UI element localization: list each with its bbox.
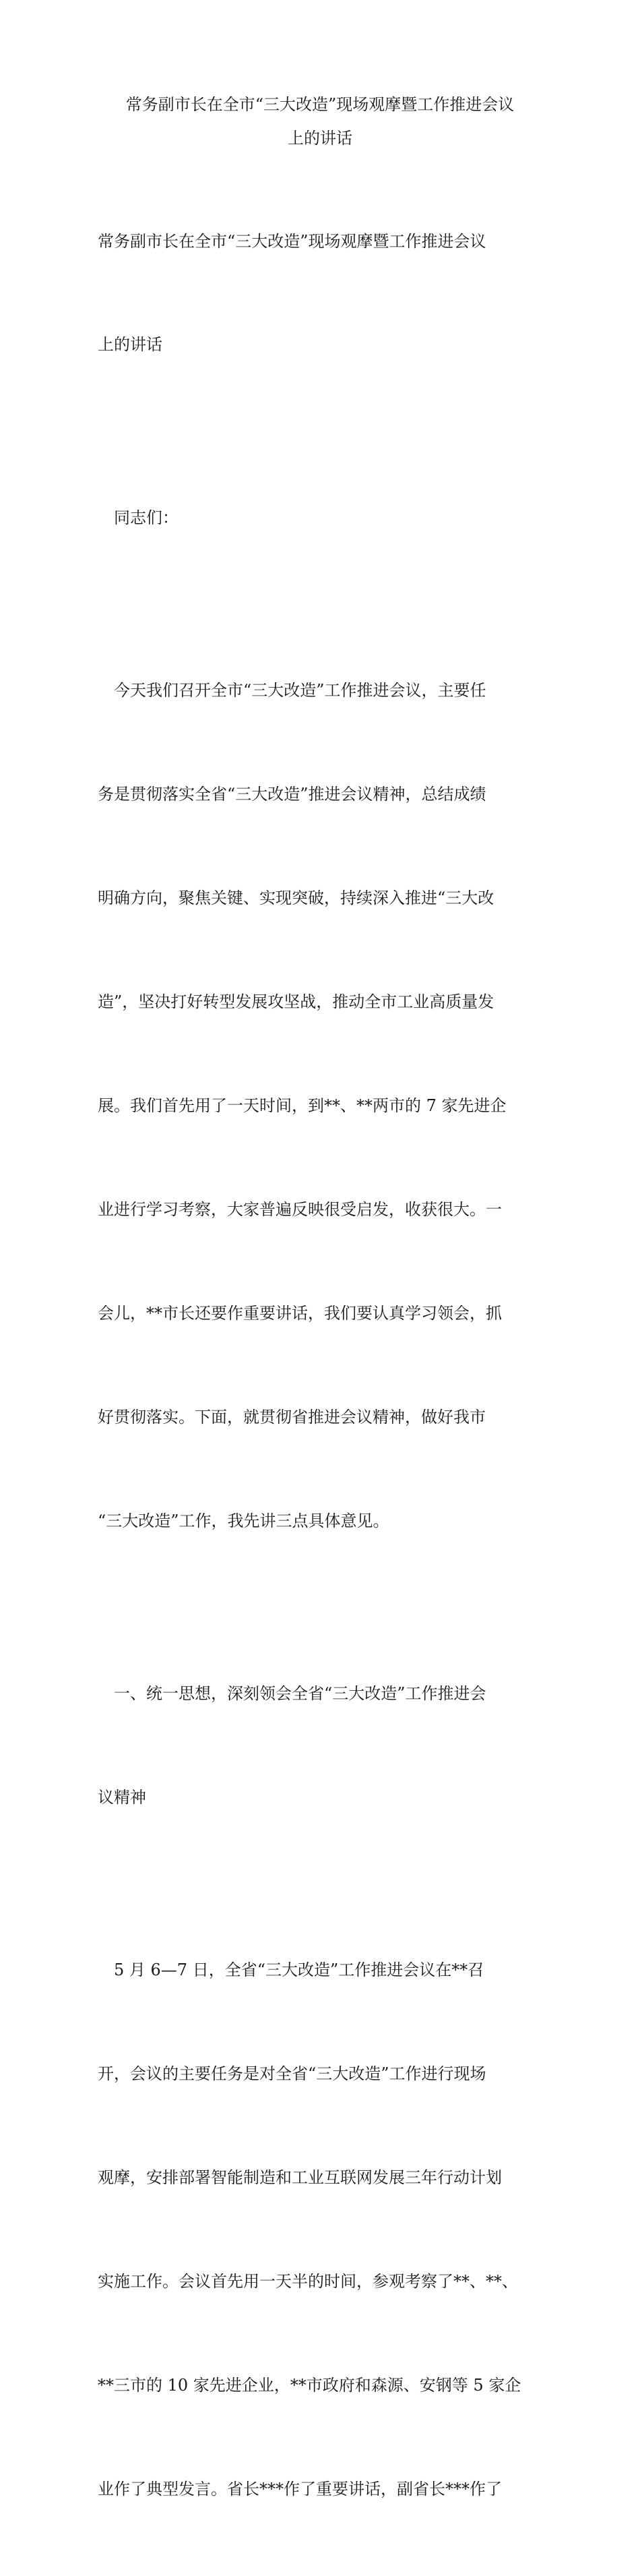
document-body: [98, 155, 546, 2576]
paragraph-1-line: 务是贯彻落实全省“三大改造”推进会议精神，总结成绩: [98, 785, 486, 804]
paragraph-1-line: 展。我们首先用了一天时间，到**、**两市的 7 家先进企: [98, 1096, 507, 1116]
paragraph-2-line: 观摩，安排部署智能制造和工业互联网发展三年行动计划: [98, 2168, 502, 2188]
section-1-heading: [98, 1607, 546, 1884]
section-1-heading-line: 议精神: [98, 1787, 146, 1807]
salutation: [98, 431, 546, 604]
paragraph-2-line: 业作了典型发言。省长***作了重要讲话，副省长***作了: [98, 2479, 502, 2498]
heading-line-1: 常务副市长在全市“三大改造”现场观摩暨工作推进会议: [98, 231, 486, 251]
paragraph-2-line: 实施工作。会议首先用一天半的时间，参观考察了**、**、: [98, 2272, 518, 2292]
document-title: [98, 88, 542, 155]
paragraph-1-line: 会儿，**市长还要作重要讲话，我们要认真学习领会，抓: [98, 1303, 502, 1323]
title-line-1: 常务副市长在全市“三大改造”现场观摩暨工作推进会议: [125, 95, 515, 114]
paragraph-1-line: 明确方向，聚焦关键、实现突破，持续深入推进“三大改: [98, 889, 494, 908]
paragraph-2-line: 开，会议的主要任务是对全省“三大改造”工作进行现场: [98, 2064, 486, 2084]
paragraph-1-line: 业进行学习考察，大家普遍反映很受启发，收获很大。一: [98, 1199, 502, 1219]
paragraph-1-line: 好贯彻落实。下面，就贯彻省推进会议精神，做好我市: [98, 1407, 486, 1427]
paragraph-1-line: “三大改造”工作，我先讲三点具体意见。: [98, 1511, 389, 1530]
paragraph-2-line: **三市的 10 家先进企业，**市政府和森源、安钢等 5 家企: [98, 2376, 521, 2395]
salutation-line: 同志们：: [98, 508, 179, 527]
title-line-2: 上的讲话: [288, 129, 352, 148]
heading-line-2: 上的讲话: [98, 335, 162, 355]
paragraph-1-line: 造”，坚决打好转型发展攻坚战，推动全市工业高质量发: [98, 992, 494, 1012]
heading-paragraph: [98, 155, 546, 431]
paragraph-1: [98, 605, 546, 1608]
section-1-heading-line: 一、统一思想，深刻领会全省“三大改造”工作推进会: [98, 1684, 486, 1704]
paragraph-1-line: 今天我们召开全市“三大改造”工作推进会议，主要任: [98, 681, 486, 700]
paragraph-2-line: 5 月 6—7 日，全省“三大改造”工作推进会议在**召: [98, 1960, 484, 1980]
paragraph-2: [98, 1884, 546, 2576]
